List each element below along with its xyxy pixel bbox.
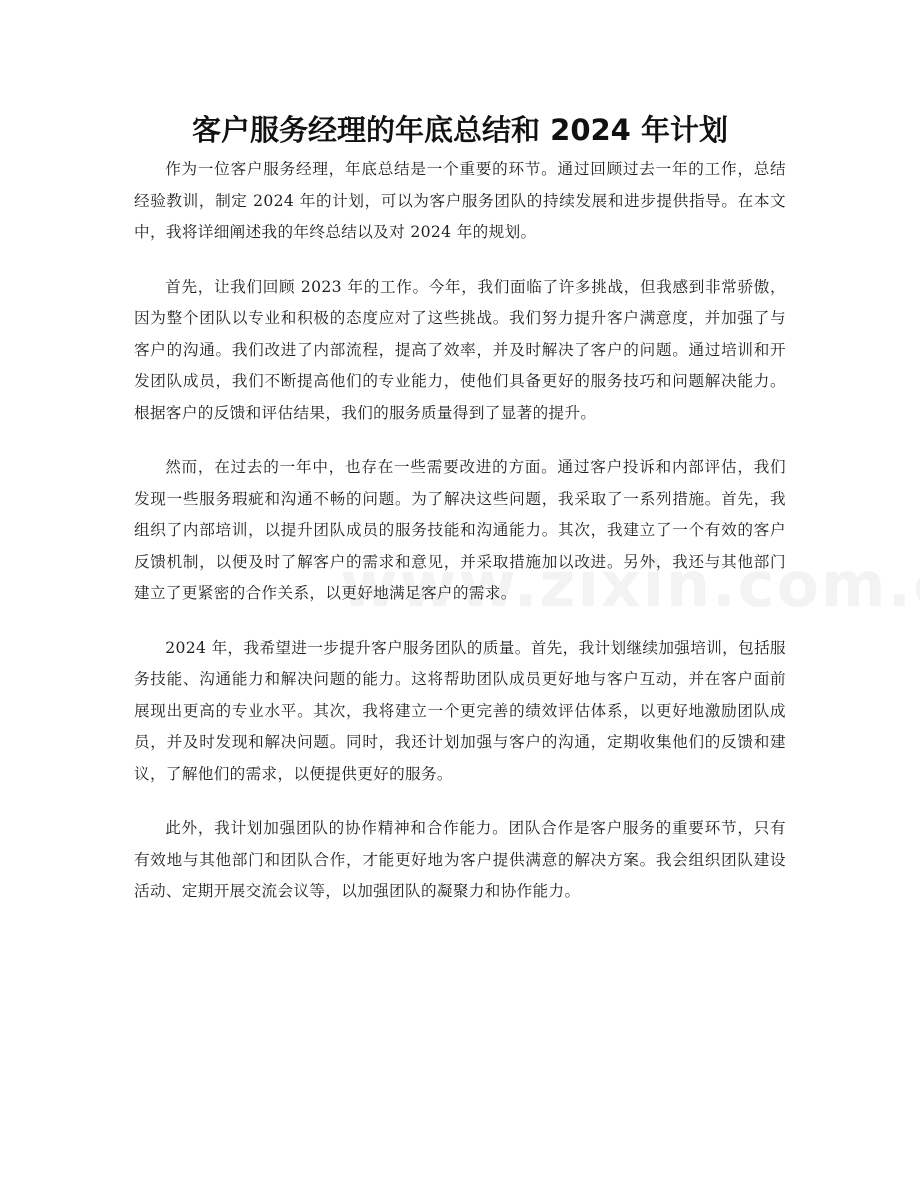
- paragraph-intro: 作为一位客户服务经理，年底总结是一个重要的环节。通过回顾过去一年的工作，总结经验教训，制定 2024 年的计划，可以为客户服务团队的持续发展和进步提供指导。在本文中，我将详细阐述我的年终总结以及对 2024 年的规划。: [134, 160, 786, 241]
- paragraph-plan-2024: 2024 年，我希望进一步提升客户服务团队的质量。首先，我计划继续加强培训，包括服务技能、沟通能力和解决问题的能力。这将帮助团队成员更好地与客户互动，并在客户面前展现出更高的专业水平。其次，我将建立一个更完善的绩效评估体系，以更好地激励团队成员，并及时发现和解决问题。同时，我还计划加强与客户的沟通，定期收集他们的反馈和建议，了解他们的需求，以便提供更好的服务。: [134, 638, 786, 783]
- document-title: 客户服务经理的年底总结和 2024 年计划: [192, 113, 728, 147]
- paragraph-improvements: 然而，在过去的一年中，也存在一些需要改进的方面。通过客户投诉和内部评估，我们发现一些服务瑕疵和沟通不畅的问题。为了解决这些问题，我采取了一系列措施。首先，我组织了内部培训，以提升团队成员的服务技能和沟通能力。其次，我建立了一个有效的客户反馈机制，以便及时了解客户的需求和意见，并采取措施加以改进。另外，我还与其他部门建立了更紧密的合作关系，以更好地满足客户的需求。: [134, 458, 786, 602]
- document-body: [134, 154, 786, 931]
- paragraph-teamwork: 此外，我计划加强团队的协作精神和合作能力。团队合作是客户服务的重要环节，只有有效地与其他部门和团队合作，才能更好地为客户提供满意的解决方案。我会组织团队建设活动、定期开展交流会议等，以加强团队的凝聚力和协作能力。: [134, 819, 786, 900]
- paragraph-review-2023: 首先，让我们回顾 2023 年的工作。今年，我们面临了许多挑战，但我感到非常骄傲，因为整个团队以专业和积极的态度应对了这些挑战。我们努力提升客户满意度，并加强了与客户的沟通。我们改进了内部流程，提高了效率，并及时解决了客户的问题。通过培训和开发团队成员，我们不断提高他们的专业能力，使他们具备更好的服务技巧和问题解决能力。根据客户的反馈和评估结果，我们的服务质量得到了显著的提升。: [134, 277, 786, 422]
